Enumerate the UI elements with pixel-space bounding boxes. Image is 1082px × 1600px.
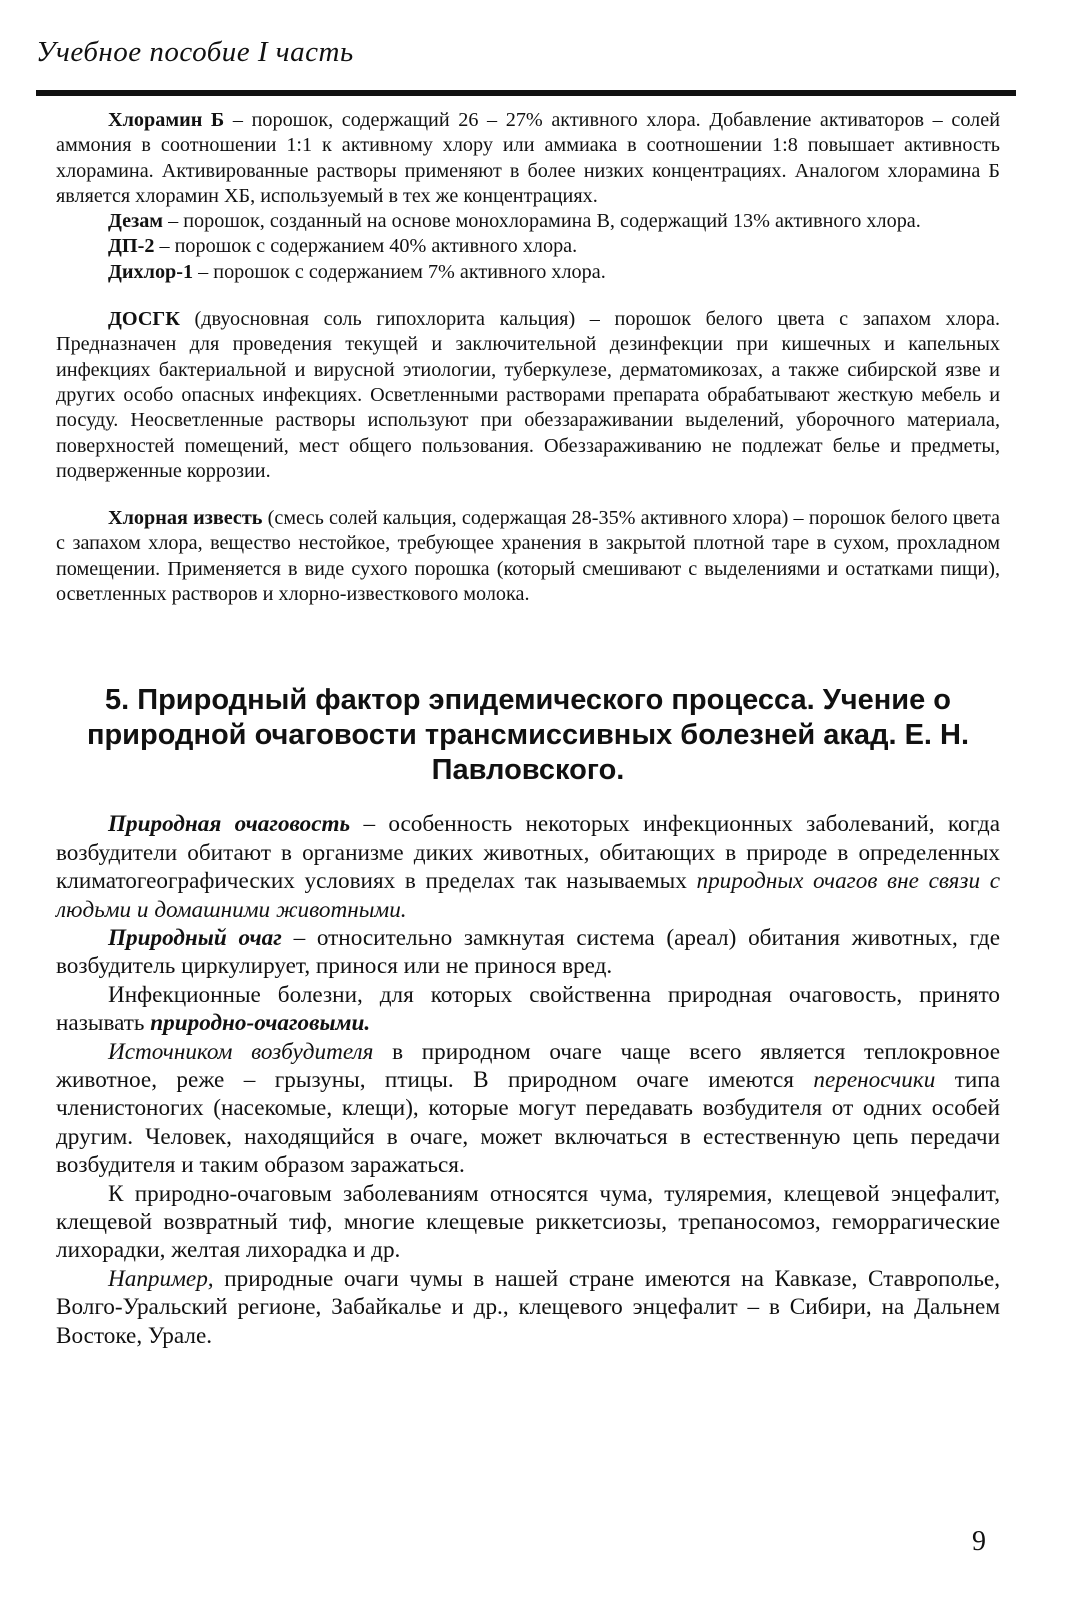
term-natural-focal: природно-очаговыми.	[150, 1010, 371, 1037]
natural-focus-text: – относительно замкнутая система (ареал) обитания животных, где возбудитель циркулирует, принося или не принося вред.	[56, 924, 1000, 980]
paragraph-example	[56, 1265, 1000, 1350]
source-italic: Источником возбудителя	[108, 1038, 374, 1065]
lime-text: (смесь солей кальция, содержащая 28-35% активного хлора) – порошок белого цвета с запахом хлора, вещество нестойкое, требующее хранения в закрытой плотной таре в сухом, прохладном помещении. Применяется в виде сухого порошка (который смешивают с выделениями и остатками пищи), осветленных растворов и хлорно-известкового молока.	[56, 507, 1000, 606]
term-dp2: ДП-2	[108, 235, 155, 258]
paragraph-source	[56, 1038, 1000, 1180]
section-heading: 5. Природный фактор эпидемического процесса. Учение о природной очаговости трансмиссивных болезней акад. Е. Н. Павловского.	[86, 684, 970, 787]
dosgk-text: (двуосновная соль гипохлорита кальция) – порошок белого цвета с запахом хлора. Предназначен для проведения текущей и заключительной дезинфекции при кишечных и капельных инфекциях бактериальной и вирусной этиологии, туберкулезе, дерматомикозах, а также сибирской язве и других особо опасных инфекциях. Осветленными растворами препарата обрабатывают жесткую мебель и посуду. Неосветленные растворы используют при обеззараживании выделений, уборочного материала, поверхностей помещений, мест общего пользования. Обеззараживанию не подлежат белье и предметы, подверженные коррозии.	[56, 308, 1000, 482]
spacer	[56, 285, 1000, 307]
paragraph-natural-focus	[56, 924, 1000, 981]
example-text: природные очаги чумы в нашей стране имеются на Кавказе, Ставрополье, Волго-Уральский регионе, Забайкалье и др., клещевого энцефалит – в Сибири, на Дальнем Востоке, Урале.	[56, 1265, 1000, 1349]
page-body	[56, 108, 1000, 1350]
chloramine-text: – порошок, содержащий 26 – 27% активного хлора. Добавление активаторов – солей аммония в соотношении 1:1 к активному хлору или аммиака в соотношении 1:8 повышает активность хлорамина. Активированные растворы применяют в более низких концентрациях. Аналогом хлорамина Б является хлорамин ХБ, используемый в тех же концентрациях.	[56, 109, 1001, 207]
dezam-text: – порошок, созданный на основе монохлорамина В, содержащий 13% активного хлора.	[163, 210, 921, 233]
term-dezam: Дезам	[108, 210, 164, 233]
running-header: Учебное пособие I часть	[36, 36, 354, 68]
term-chloramine: Хлорамин Б	[108, 109, 225, 131]
header-rule	[36, 90, 1016, 96]
dp2-text: – порошок с содержанием 40% активного хлора.	[154, 235, 578, 258]
paragraph-natural-focality	[56, 810, 1000, 924]
term-natural-focus: Природный очаг	[108, 924, 282, 951]
paragraph-chloramine	[56, 108, 1000, 209]
natural-focality-block	[56, 810, 1000, 1350]
term-natural-focality: Природная очаговость	[108, 811, 351, 838]
paragraph-chlorinated-lime	[56, 506, 1000, 607]
disinfectants-block	[56, 108, 1000, 607]
paragraph-disease-list	[56, 1180, 1000, 1265]
disease-list-text: К природно-очаговым заболеваниям относятся чума, туляремия, клещевой энцефалит, клещевой возвратный тиф, многие клещевые риккетсиозы, трепаносомоз, геморрагические лихорадки, желтая лихорадка и др.	[56, 1180, 1000, 1264]
diseases-text: Инфекционные болезни, для которых свойственна природная очаговость, принято называть	[56, 981, 1000, 1037]
paragraph-dosgk	[56, 307, 1000, 484]
spacer	[56, 484, 1000, 506]
term-dichlor: Дихлор-1	[108, 260, 194, 283]
term-chlorinated-lime: Хлорная известь	[108, 507, 263, 530]
paragraph-dichlor	[56, 260, 1000, 285]
natural-focality-italic: природных очагов вне связи с людьми и домашними животными.	[56, 868, 1000, 923]
source-text-1: в природном очаге чаще всего является теплокровное животное, реже – грызуны, птицы. В природном очаге имеются	[56, 1038, 1000, 1093]
dichlor-text: – порошок с содержанием 7% активного хлора.	[193, 260, 606, 283]
page-number: 9	[972, 1526, 986, 1557]
vectors-italic: переносчики	[813, 1067, 936, 1093]
paragraph-dezam	[56, 209, 1000, 234]
term-dosgk: ДОСГК	[108, 308, 180, 331]
paragraph-dp2	[56, 234, 1000, 259]
paragraph-diseases	[56, 981, 1000, 1038]
source-text-2: типа членистоногих (насекомые, клещи), которые могут передавать возбудителя от одних особей другим. Человек, находящийся в очаге, может включаться в естественную цепь передачи возбудителя и таким образом заражаться.	[56, 1067, 1001, 1179]
example-italic: Например,	[108, 1265, 214, 1292]
natural-focality-text: – особенность некоторых инфекционных заболеваний, когда возбудители обитают в организме диких животных, обитающих в природе в определенных климатогеографических условиях в пределах так называемых	[56, 811, 1000, 895]
